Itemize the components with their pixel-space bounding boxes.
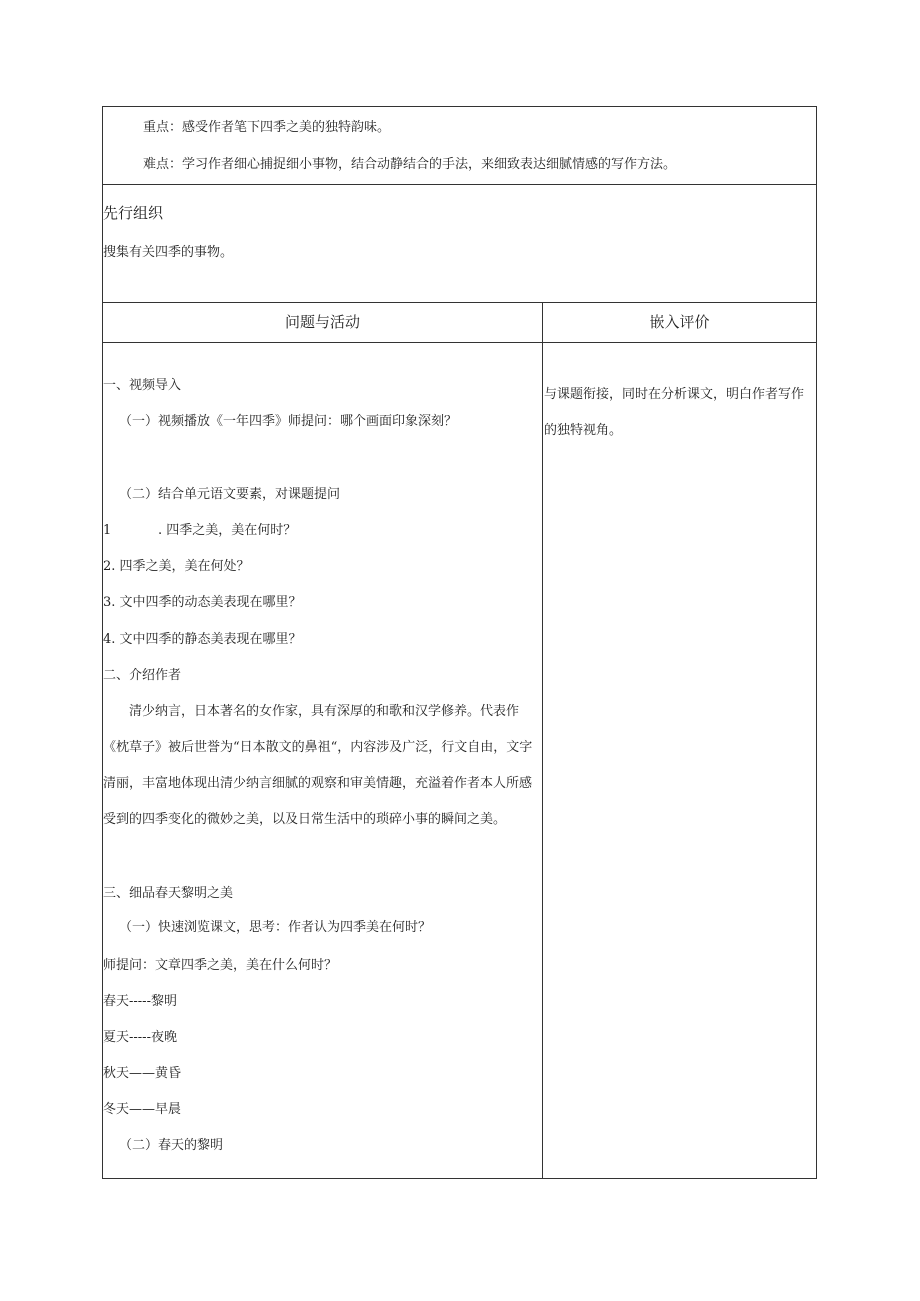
preview-content: 搜集有关四季的事物。 <box>103 245 234 260</box>
question-4: 4. 文中四季的静态美表现在哪里？ <box>103 632 302 647</box>
season-autumn: 秋天——黄昏 <box>103 1066 182 1081</box>
section-1-title: 一、视频导入 <box>103 378 182 393</box>
evaluation-text: 与课题衔接，同时在分析课文，明白作者写作的独特视角。 <box>544 387 805 438</box>
column-header-evaluation: 嵌入评价 <box>649 313 710 331</box>
season-summer: 夏天-----夜晚 <box>103 1030 177 1045</box>
row-divider <box>102 302 817 303</box>
section-1-item-2: （二）结合单元语文要素，对课题提问 <box>119 487 341 502</box>
column-divider <box>542 302 543 1179</box>
preview-title: 先行组织 <box>103 204 164 222</box>
section-3-title: 三、细品春天黎明之美 <box>103 886 234 901</box>
key-point-text: 重点：感受作者笔下四季之美的独特韵味。 <box>143 120 391 135</box>
section-1-item-1: （一）视频播放《一年四季》师提问：哪个画面印象深刻？ <box>119 414 458 429</box>
question-3: 3. 文中四季的动态美表现在哪里？ <box>103 595 302 610</box>
season-spring: 春天-----黎明 <box>103 994 177 1009</box>
question-1-number: 1 <box>103 523 112 538</box>
section-3-item-2: （二）春天的黎明 <box>119 1138 224 1153</box>
question-1-text: . 四季之美，美在何时？ <box>158 523 297 538</box>
question-2: 2. 四季之美，美在何处？ <box>103 559 250 574</box>
section-3-item-1: （一）快速浏览课文，思考：作者认为四季美在何时？ <box>119 920 432 935</box>
difficulty-text: 难点：学习作者细心捕捉细小事物，结合动静结合的手法，来细致表达细腻情感的写作方法。 <box>143 157 677 172</box>
row-divider <box>102 184 817 185</box>
author-introduction: 清少纳言，日本著名的女作家，具有深厚的和歌和汉学修养。代表作《枕草子》被后世誉为“日本散文的鼻祖“，内容涉及广泛，行文自由，文字清丽，丰富地体现出清少纳言细腻的观察和审美情趣，充溢着作者本人所感受到的四季变化的微妙之美，以及日常生活中的琐碎小事的瞬间之美。 <box>103 704 533 827</box>
season-winter: 冬天——早晨 <box>103 1102 182 1117</box>
section-2-title: 二、介绍作者 <box>103 668 182 683</box>
row-divider <box>102 342 817 343</box>
column-header-activities: 问题与活动 <box>284 313 360 331</box>
teacher-question: 师提问：文章四季之美，美在什么何时？ <box>103 958 338 973</box>
